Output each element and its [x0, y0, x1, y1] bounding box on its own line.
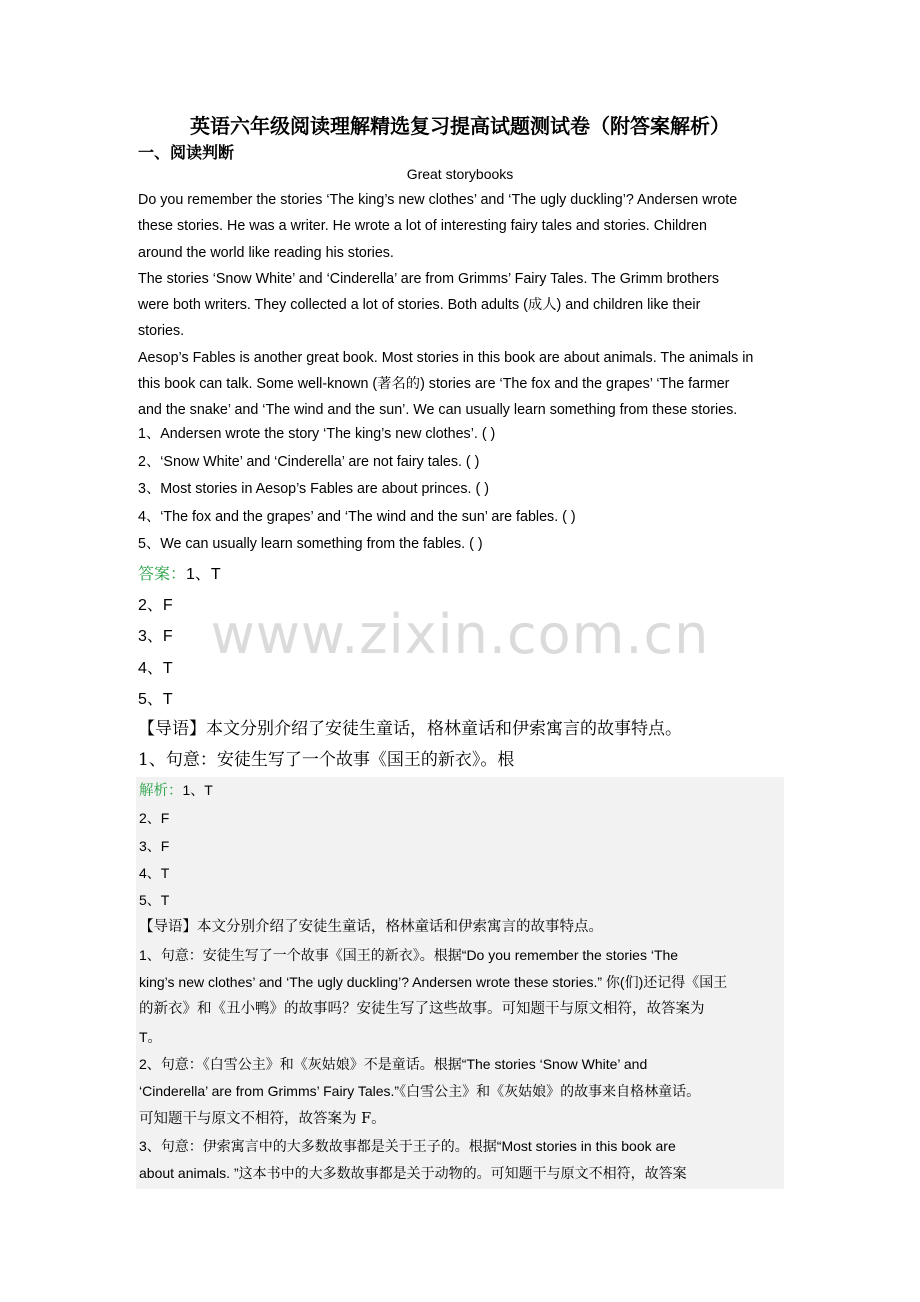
- question-item: 2、‘Snow White’ and ‘Cinderella’ are not fairy tales. ( ): [138, 453, 480, 470]
- question-list: [138, 421, 783, 559]
- document-title: 英语六年级阅读理解精选复习提高试题测试卷（附答案解析）: [190, 114, 730, 138]
- reading-passage: [138, 187, 783, 424]
- analysis-line: T。: [139, 1028, 162, 1045]
- answer-item: 1、T: [186, 566, 221, 583]
- analysis-line: king’s new clothes’ and ‘The ugly duckling’? Andersen wrote these stories.” 你(们)还记得《国王: [139, 974, 728, 991]
- analysis-answer: 1、T: [182, 782, 213, 798]
- answer-line: [138, 559, 783, 590]
- analysis-answer: 4、T: [139, 864, 170, 881]
- analysis-line: 的新衣》和《丑小鸭》的故事吗？安徒生写了这些故事。可知题干与原文相符，故答案为: [139, 1001, 705, 1018]
- answer-item: 2、F: [138, 597, 173, 615]
- passage-line: these stories. He was a writer. He wrote a lot of interesting fairy tales and stories. Children: [138, 218, 707, 235]
- passage-line: around the world like reading his stories.: [138, 244, 394, 261]
- question-item: 1、Andersen wrote the story ‘The king’s new clothes’. ( ): [138, 426, 496, 442]
- passage-line: The stories ‘Snow White’ and ‘Cinderella’ are from Grimms’ Fairy Tales. The Grimm brothers: [138, 270, 720, 287]
- analysis-content: [139, 777, 779, 1187]
- answer-label: 答案：: [138, 566, 187, 583]
- analysis-box: [136, 777, 784, 1189]
- analysis-answer: 2、F: [139, 810, 170, 827]
- watermark-text: www.zixin.com.cn: [210, 603, 710, 666]
- question-item: 5、We can usually learn something from the fables. ( ): [138, 536, 483, 552]
- guide-line: 1、句意：安徒生写了一个故事《国王的新衣》。根: [138, 750, 515, 770]
- answer-block: [138, 559, 783, 715]
- analysis-line: 【导语】本文分别介绍了安徒生童话，格林童话和伊索寓言的故事特点。: [139, 919, 603, 936]
- passage-line: and the snake’ and ‘The wind and the sun’. We can usually learn something from these stories.: [138, 402, 738, 419]
- answer-item: 4、T: [138, 659, 173, 677]
- answer-item: 3、F: [138, 628, 173, 646]
- answer-item: 5、T: [138, 690, 173, 708]
- question-item: 4、‘The fox and the grapes’ and ‘The wind and the sun’ are fables. ( ): [138, 508, 576, 525]
- analysis-line: about animals. ”这本书中的大多数故事都是关于动物的。可知题干与原文不相符，故答案: [139, 1165, 687, 1182]
- guide-line: 【导语】本文分别介绍了安徒生童话，格林童话和伊索寓言的故事特点。: [138, 719, 682, 739]
- passage-line: Do you remember the stories ‘The king’s new clothes’ and ‘The ugly duckling’? Andersen wrote: [138, 192, 738, 208]
- passage-line: Aesop’s Fables is another great book. Most stories in this book are about animals. The animals in: [138, 349, 754, 366]
- passage-line: this book can talk. Some well-known (著名的) stories are ‘The fox and the grapes’ ‘The farmer: [138, 376, 730, 393]
- analysis-line: 2、句意：《白雪公主》和《灰姑娘》不是童话。根据“The stories ‘Snow White’ and: [139, 1055, 648, 1072]
- analysis-line: 可知题干与原文不相符，故答案为 F。: [139, 1110, 386, 1127]
- guide-block: [138, 714, 783, 776]
- analysis-line: 3、句意：伊索寓言中的大多数故事都是关于王子的。根据“Most stories in this book are: [139, 1137, 676, 1154]
- analysis-line: 1、句意：安徒生写了一个故事《国王的新衣》。根据“Do you remember the stories ‘The: [139, 946, 679, 963]
- passage-line: were both writers. They collected a lot of stories. Both adults (成人) and children like their: [138, 297, 701, 314]
- analysis-answer-line: [139, 777, 779, 805]
- analysis-line: ‘Cinderella’ are from Grimms’ Fairy Tales.”《白雪公主》和《灰姑娘》的故事来自格林童话。: [139, 1083, 701, 1100]
- analysis-answer: 5、T: [139, 892, 170, 909]
- question-item: 3、Most stories in Aesop’s Fables are about princes. ( ): [138, 481, 489, 497]
- section-title: 一、阅读判断: [138, 143, 235, 162]
- passage-line: stories.: [138, 323, 185, 340]
- analysis-label: 解析：: [139, 783, 183, 799]
- analysis-answer: 3、F: [139, 837, 170, 854]
- passage-title: Great storybooks: [406, 166, 514, 182]
